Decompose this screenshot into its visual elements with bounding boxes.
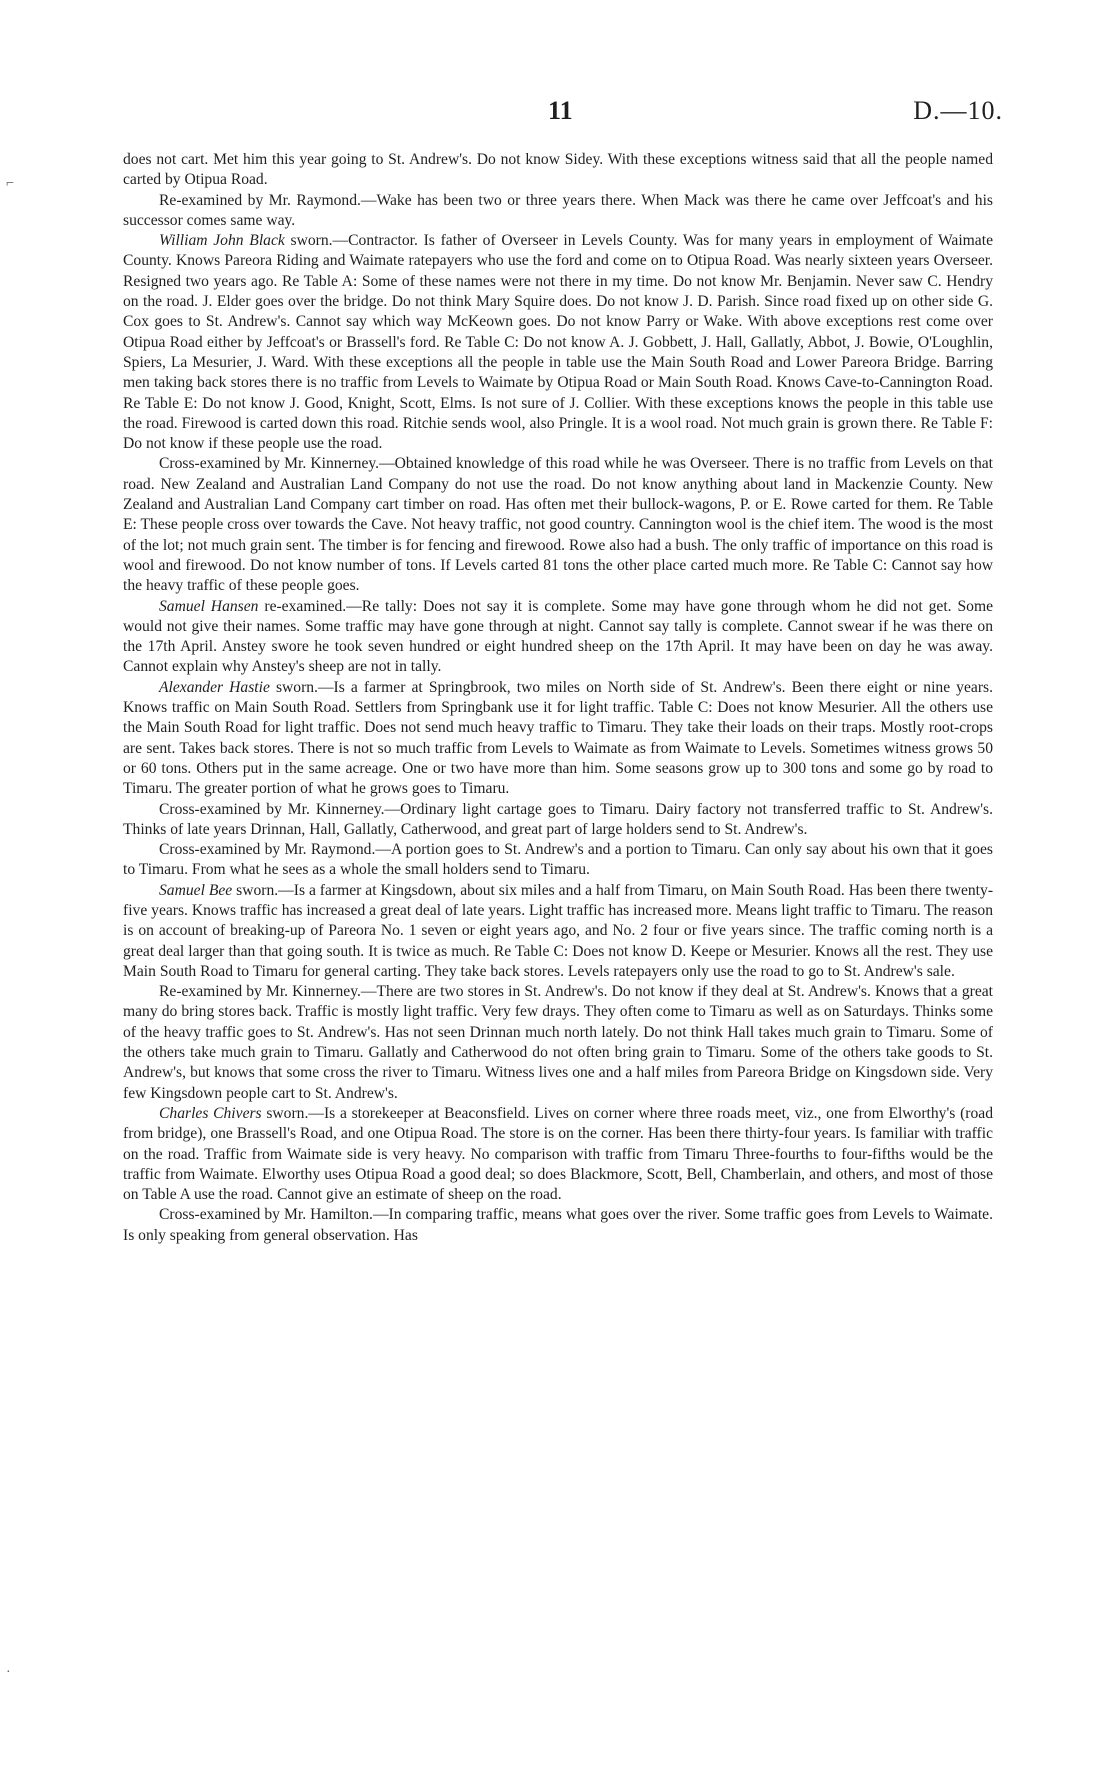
paragraph <box>123 1205 993 1246</box>
witness-name: Charles Chivers <box>159 1104 262 1122</box>
paragraph-text: Cross-examined by Mr. Hamilton.—In comparing traffic, means what goes over the river. Some traffic goes from Levels to Waimate. Is only speaking from general observation. Has <box>123 1206 993 1244</box>
paragraph-text: Cross-examined by Mr. Raymond.—A portion goes to St. Andrew's and a portion to Timaru. Can only say about his own that it goes to Timaru. From what he sees as a whole the small holders send to Timaru. <box>123 841 993 879</box>
witness-name: Samuel Bee <box>159 881 233 899</box>
witness-name: William John Black <box>159 232 285 250</box>
document-reference: D.—10. <box>913 96 1003 125</box>
paragraph-text: sworn.—Is a farmer at Kingsdown, about six miles and a half from Timaru, on Main South Road. Has been there twenty-five years. Knows traffic has increased a great deal of late years. Light traffic has increased more. Means light traffic to Timaru. The reason is on account of breaking-up of Pareora No. 1 seven or eight years ago, and No. 2 four or five years since. The traffic coming north is a great deal larger than that going south. It is twice as much. Re Table C: Does not know D. Keepe or Mesurier. Knows all the rest. They use Main South Road to Timaru for general carting. They take back stores. Levels ratepayers only use the road to go to St. Andrew's sale. <box>123 881 994 980</box>
page-header <box>0 96 1114 136</box>
paragraph-text: Re-examined by Mr. Kinnerney.—There are two stores in St. Andrew's. Do not know if they deal at St. Andrew's. Knows that a great many do bring stores back. Traffic is mostly light traffic. Very few drays. They often come to Timaru as well as on Saturdays. Thinks some of the heavy traffic goes to St. Andrew's. Has not seen Drinnan much north lately. Do not think Hall takes much grain to Timaru. Some of the others take much grain to Timaru. Gallatly and Catherwood do not often bring grain to Timaru. Some of the others take goods to St. Andrew's, but knows that some cross the river to Timaru. Witness lives one and a half miles from Pareora Bridge on Kingsdown side. Very few Kingsdown people cart to St. Andrew's. <box>123 983 993 1102</box>
paragraph <box>123 678 993 800</box>
page-number: 11 <box>548 96 573 125</box>
document-body <box>123 150 993 1246</box>
witness-name: Samuel Hansen <box>159 597 259 615</box>
paragraph <box>123 454 993 596</box>
paragraph <box>123 881 993 982</box>
paragraph <box>123 150 993 191</box>
paragraph <box>123 597 993 678</box>
paragraph-text: Re-examined by Mr. Raymond.—Wake has been two or three years there. When Mack was there he came over Jeffcoat's and his successor comes same way. <box>123 191 993 229</box>
margin-mark: ⌐ <box>6 176 14 191</box>
paragraph <box>123 800 993 841</box>
paragraph-text: Cross-examined by Mr. Kinnerney.—Ordinary light cartage goes to Timaru. Dairy factory not transferred traffic to St. Andrew's. Thinks of late years Drinnan, Hall, Gallatly, Catherwood, and great part of large holders send to St. Andrew's. <box>123 800 993 838</box>
paragraph-text: Cross-examined by Mr. Kinnerney.—Obtained knowledge of this road while he was Overseer. There is no traffic from Levels on that road. New Zealand and Australian Land Company do not use the road. Do not know anything about land in Mackenzie County. New Zealand and Australian Land Company cart timber on road. Has often met their bullock-wagons, P. or E. Rowe carted for them. Re Table E: These people cross over towards the Cave. Not heavy traffic, not good country. Cannington wool is the chief item. The wood is the most of the lot; not much grain sent. The timber is for fencing and firewood. Rowe also had a bush. The only traffic of importance on this road is wool and firewood. Do not know number of tons. If Levels carted 81 tons the other place carted much more. Re Table C: Cannot say how the heavy traffic of these people goes. <box>123 455 993 595</box>
paragraph <box>123 191 993 232</box>
paragraph <box>123 982 993 1104</box>
witness-name: Alexander Hastie <box>159 678 270 696</box>
margin-mark: · <box>6 1665 11 1680</box>
paragraph <box>123 231 993 454</box>
paragraph-text: sworn.—Contractor. Is father of Overseer in Levels County. Was for many years in employment of Waimate County. Knows Pareora Riding and Waimate ratepayers who use the ford and come on to Otipua Road. Was nearly sixteen years Overseer. Resigned two years ago. Re Table A: Some of these names were not there in my time. Do not know Mr. Benjamin. Never saw C. Hendry on the road. J. Elder goes over the bridge. Do not think Mary Squire does. Do not know J. D. Parish. Since road fixed up on other side G. Cox goes to St. Andrew's. Cannot say which way McKeown goes. Do not know Parry or Wake. With above exceptions rest come over Otipua Road either by Jeffcoat's or Brassell's ford. Re Table C: Do not know A. J. Gobbett, J. Hall, Gallatly, Abbot, J. Bowie, O'Loughlin, Spiers, La Mesurier, J. Ward. With these exceptions all the people in table use the Main South Road and Lower Pareora Bridge. Barring men taking back stores there is no traffic from Levels to Waimate by Otipua Road or Main South Road. Knows Cave-to-Cannington Road. Re Table E: Do not know J. Good, Knight, Scott, Elms. Is not sure of J. Collier. With these exceptions knows the people in this table use the road. Firewood is carted down this road. Ritchie sends wool, also Pringle. It is a wool road. Not much grain is grown there. Re Table F: Do not know if these people use the road. <box>123 232 993 453</box>
paragraph-text: does not cart. Met him this year going to St. Andrew's. Do not know Sidey. With these exceptions witness said that all the people named carted by Otipua Road. <box>123 151 993 189</box>
paragraph-text: sworn.—Is a storekeeper at Beaconsfield. Lives on corner where three roads meet, viz., one from Elworthy's (road from bridge), one Brassell's Road, and one Otipua Road. The store is on the corner. Has been there thirty-four years. Is familiar with traffic on the road. Traffic from Waimate side is very heavy. No comparison with traffic from Timaru Three-fourths to four-fifths would be the traffic from Waimate. Elworthy uses Otipua Road a good deal; so does Blackmore, Scott, Bell, Chamberlain, and others, and most of those on Table A use the road. Cannot give an estimate of sheep on the road. <box>123 1104 993 1204</box>
paragraph-text: re-examined.—Re tally: Does not say it is complete. Some may have gone through whom he did not get. Some would not give their names. Some traffic may have gone through at night. Cannot say tally is complete. Cannot swear if he was there on the 17th April. Anstey swore he took seven hundred or eight hundred sheep on the 17th April. It may have been on day he was away. Cannot explain why Anstey's sheep are not in tally. <box>123 597 993 676</box>
paragraph <box>123 1104 993 1205</box>
paragraph-text: sworn.—Is a farmer at Springbrook, two miles on North side of St. Andrew's. Been there eight or nine years. Knows traffic on Main South Road. Settlers from Springbank use it for light traffic. Table C: Does not know Mesurier. All the others use the Main South Road for light traffic. Does not send much heavy traffic to Timaru. They take their loads on their traps. Mostly root-crops are sent. Takes back stores. There is not so much traffic from Levels to Waimate as from Waimate to Levels. Sometimes witness grows 50 or 60 tons. Others put in the same acreage. One or two have more than him. Some seasons grow up to 300 tons and some go by road to Timaru. The greater portion of what he grows goes to Timaru. <box>123 678 993 798</box>
paragraph <box>123 840 993 881</box>
